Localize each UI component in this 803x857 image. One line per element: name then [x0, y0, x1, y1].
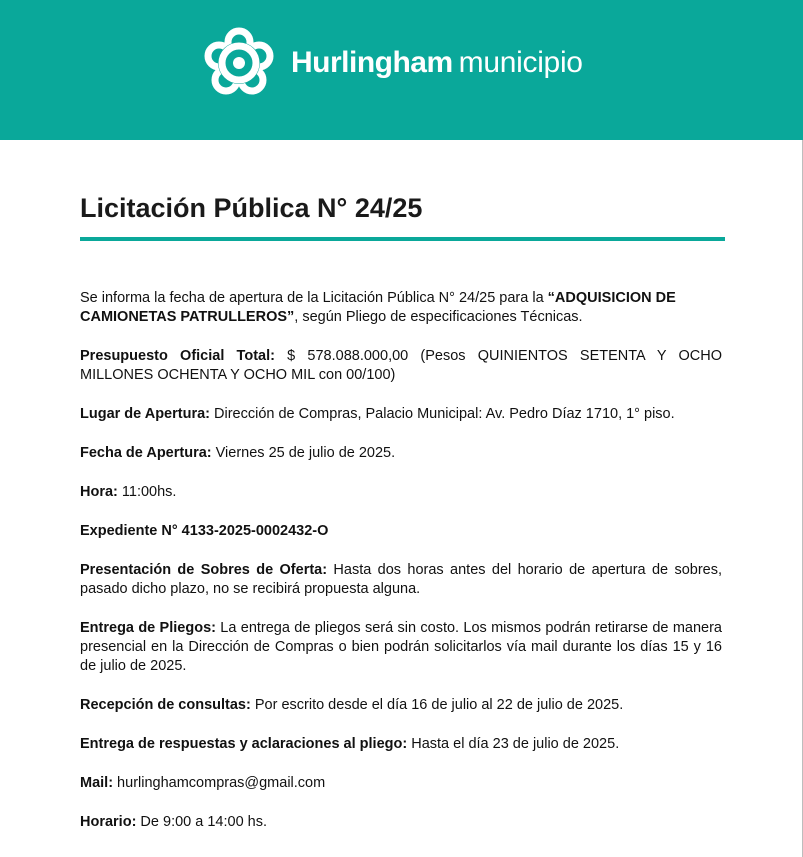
- time-label: Hora:: [80, 484, 118, 500]
- municipal-logo: [203, 18, 583, 108]
- flower-icon: [203, 27, 275, 99]
- specs-delivery-label: Entrega de Pliegos:: [80, 620, 216, 636]
- answers-value: Hasta el día 23 de julio de 2025.: [407, 736, 620, 752]
- opening-date-paragraph: [80, 444, 722, 463]
- submission-value: Hasta dos horas antes del horario de apertura de sobres, pasado dicho plazo, no se recibirá propuesta alguna.: [80, 562, 722, 597]
- brand-regular: municipio: [458, 46, 583, 79]
- opening-date-value: Viernes 25 de julio de 2025.: [211, 445, 396, 461]
- budget-label: Presupuesto Oficial Total:: [80, 348, 275, 364]
- mail-paragraph: [80, 774, 722, 793]
- specs-delivery-value: La entrega de pliegos será sin costo. Los mismos podrán retirarse de manera presencial en la Dirección de Compras o bien podrán solicitarlos vía mail durante los días 15 y 16 de julio de 2025.: [80, 620, 722, 674]
- file-number-paragraph: [80, 522, 722, 541]
- time-paragraph: [80, 483, 722, 502]
- file-number: Expediente N° 4133-2025-0002432-O: [80, 523, 329, 539]
- schedule-paragraph: [80, 813, 722, 832]
- inquiries-label: Recepción de consultas:: [80, 697, 251, 713]
- opening-place-label: Lugar de Apertura:: [80, 406, 210, 422]
- answers-paragraph: [80, 735, 722, 754]
- specs-delivery-paragraph: [80, 619, 722, 676]
- brand-bold: Hurlingham: [291, 46, 453, 79]
- submission-paragraph: [80, 561, 722, 599]
- page-title: Licitación Pública N° 24/25: [80, 193, 423, 223]
- title-underline: [80, 237, 725, 241]
- budget-paragraph: [80, 347, 722, 385]
- schedule-value: De 9:00 a 14:00 hs.: [136, 814, 267, 830]
- brand-name: [291, 48, 583, 78]
- intro-object: “ADQUISICION DE CAMIONETAS PATRULLEROS”: [80, 290, 676, 325]
- inquiries-paragraph: [80, 696, 722, 715]
- answers-label: Entrega de respuestas y aclaraciones al pliego:: [80, 736, 408, 752]
- opening-place-paragraph: [80, 405, 722, 424]
- intro-text-pre: Se informa la fecha de apertura de la Licitación Pública N° 24/25 para la: [80, 290, 548, 306]
- schedule-label: Horario:: [80, 814, 137, 830]
- opening-date-label: Fecha de Apertura:: [80, 445, 212, 461]
- time-value: 11:00hs.: [117, 484, 177, 500]
- notice-body: [80, 289, 722, 852]
- opening-place-value: Dirección de Compras, Palacio Municipal: Av. Pedro Díaz 1710, 1° piso.: [209, 406, 675, 422]
- header-banner: [0, 0, 803, 140]
- mail-value: hurlinghamcompras@gmail.com: [113, 775, 326, 791]
- submission-label: Presentación de Sobres de Oferta:: [80, 562, 328, 578]
- inquiries-value: Por escrito desde el día 16 de julio al 22 de julio de 2025.: [250, 697, 624, 713]
- intro-paragraph: [80, 289, 722, 327]
- intro-text-post: , según Pliego de especificaciones Técnicas.: [294, 309, 583, 325]
- budget-value: $ 578.088.000,00 (Pesos QUINIENTOS SETENTA Y OCHO MILLONES OCHENTA Y OCHO MIL con 00/100): [80, 348, 722, 383]
- mail-label: Mail:: [80, 775, 114, 791]
